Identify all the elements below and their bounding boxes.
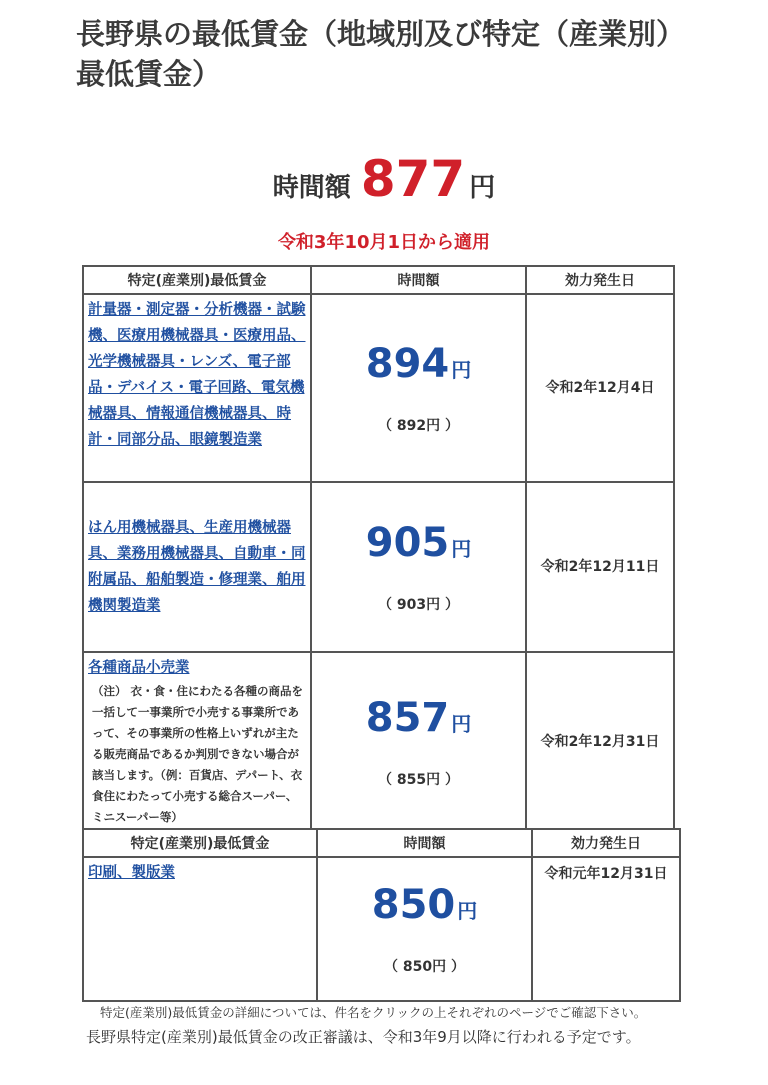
table-row: [83, 482, 674, 652]
industry-link-general-machinery[interactable]: はん用機械器具、生産用機械器具、業務用機械器具、自動車・同附属品、船舶製造・修理業、舶用機関製造業: [88, 520, 306, 614]
previous-amount: （ 850円 ）: [384, 959, 465, 975]
effective-date: 令和2年12月11日: [526, 482, 674, 652]
effective-date: 令和元年12月31日: [532, 857, 680, 1001]
industry-cell: [83, 294, 311, 482]
hourly-unit: 円: [451, 711, 472, 736]
table-row: [83, 294, 674, 482]
table-row: [83, 652, 674, 831]
header-hourly: 時間額: [317, 829, 532, 857]
hourly-amount: 905: [365, 520, 450, 566]
hourly-amount: 850: [371, 882, 456, 928]
industry-link-precision-instruments[interactable]: 計量器・測定器・分析機器・試験機、医療用機械器具・医療用品、光学機械器具・レンズ、電子部品・デバイス・電子回路、電気機械器具、情報通信機械器具、時計・同部分品、眼鏡製造業: [88, 302, 306, 448]
effective-date: 令和2年12月4日: [526, 294, 674, 482]
hourly-amount: 894: [365, 341, 450, 387]
amount-cell: [311, 652, 526, 831]
header-date: 効力発生日: [532, 829, 680, 857]
previous-amount: （ 855円 ）: [378, 771, 459, 788]
amount-cell: [311, 294, 526, 482]
header-industry: 特定(産業別)最低賃金: [83, 266, 311, 294]
page-title: 長野県の最低賃金（地域別及び特定（産業別）最低賃金）: [76, 17, 686, 91]
table-row: [83, 857, 680, 1001]
hourly-unit: 円: [451, 358, 472, 382]
table-header-row: [83, 266, 674, 294]
regional-hourly-wage: [0, 150, 768, 208]
hourly-amount: 857: [365, 694, 450, 741]
header-date: 効力発生日: [526, 266, 674, 294]
previous-amount: （ 892円 ）: [378, 418, 459, 434]
industry-link-printing[interactable]: 印刷、製版業: [88, 865, 175, 881]
regional-hourly-unit: 円: [469, 173, 496, 203]
amount-cell: [311, 482, 526, 652]
table-header-row: [83, 829, 680, 857]
regional-effective-date: 令和3年10月1日から適用: [277, 232, 491, 253]
industry-wage-table: [82, 265, 675, 832]
hourly-unit: 円: [457, 899, 478, 923]
retail-note: （注） 衣・食・住にわたる各種の商品を一括して一事業所で小売する事業所であって、その事業所の性格上いずれが主たる販売商品であるか判別できない場合が該当します。（例：百貨店、デパート、衣食住にわたって小売する総合スーパー、ミニスーパー等）: [92, 684, 304, 824]
header-hourly: 時間額: [311, 266, 526, 294]
industry-cell: [83, 482, 311, 652]
previous-amount: （ 903円 ）: [378, 597, 459, 613]
hourly-unit: 円: [451, 537, 472, 561]
industry-cell: [83, 652, 311, 831]
effective-date: 令和2年12月31日: [526, 652, 674, 831]
industry-link-retail[interactable]: 各種商品小売業: [88, 660, 190, 676]
header-industry: 特定(産業別)最低賃金: [83, 829, 317, 857]
amount-cell: [317, 857, 532, 1001]
footer-note-revision: 長野県特定(産業別)最低賃金の改正審議は、令和3年9月以降に行われる予定です。: [86, 1028, 641, 1046]
footer-note-details: 特定(産業別)最低賃金の詳細については、件名をクリックの上それぞれのページでご確認下さい。: [100, 1005, 647, 1020]
industry-cell: [83, 857, 317, 1001]
regional-hourly-amount: 877: [360, 150, 466, 208]
regional-hourly-label: 時間額: [272, 173, 351, 203]
printing-wage-table: [82, 828, 681, 1002]
